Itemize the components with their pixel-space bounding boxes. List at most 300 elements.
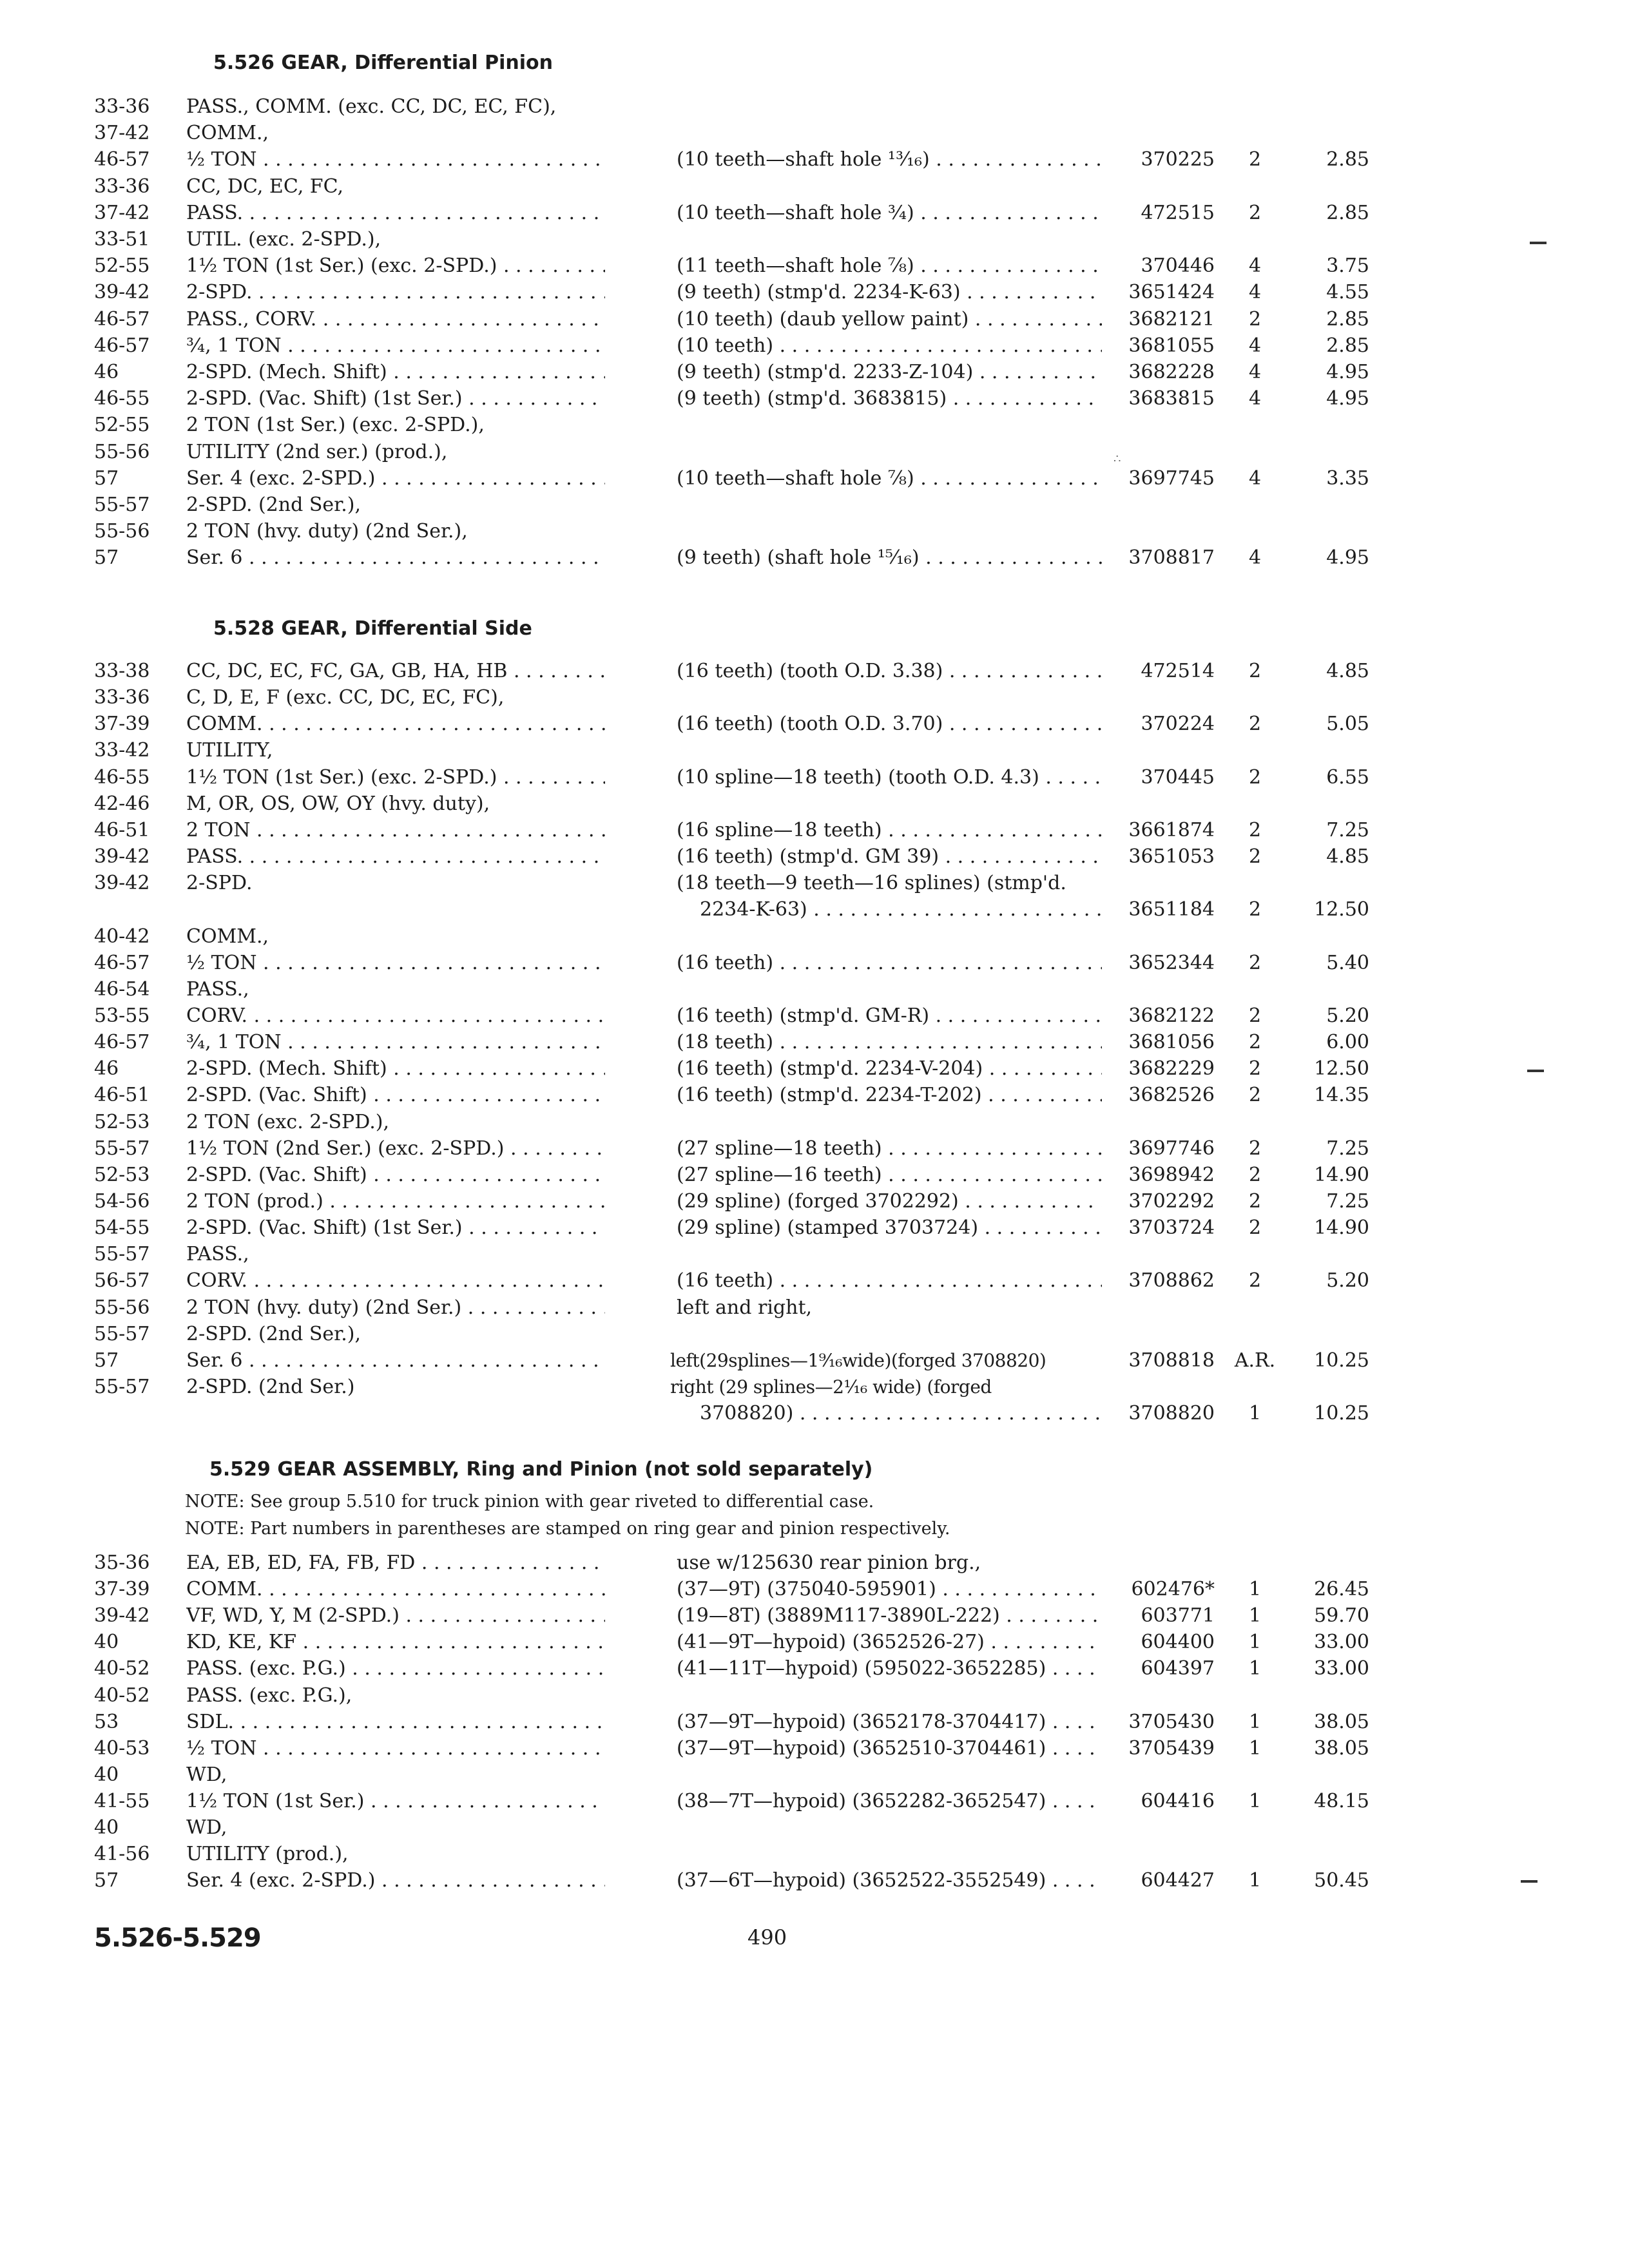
table-row <box>0 465 1629 492</box>
part-number: 3702292 <box>1128 1190 1215 1213</box>
part-number: 604397 <box>1141 1657 1215 1680</box>
quantity: 4 <box>1248 334 1262 357</box>
year-range: 33-38 <box>94 660 150 682</box>
table-row <box>0 146 1629 173</box>
model-description: 2-SPD. (2nd Ser.) <box>186 1376 355 1399</box>
quantity: 2 <box>1248 1031 1262 1054</box>
table-row <box>0 896 1629 923</box>
table-row <box>0 1135 1629 1162</box>
list-price: 7.25 <box>1326 818 1369 841</box>
quantity: 1 <box>1248 1631 1262 1654</box>
part-number: 3697746 <box>1128 1137 1215 1160</box>
part-number: 3682526 <box>1128 1084 1215 1107</box>
table-row <box>0 764 1629 791</box>
part-specification: (29 spline) (stamped 3703724) . . . <box>677 1215 1102 1241</box>
quantity: 2 <box>1248 845 1262 869</box>
model-description: 1½ TON (2nd Ser.) (exc. 2-SPD.) . . . <box>186 1135 605 1162</box>
table-row <box>0 385 1629 412</box>
model-description: PASS., <box>186 977 249 1001</box>
part-specification: 2234-K-63) . . . <box>700 896 1102 923</box>
table-row <box>0 359 1629 385</box>
quantity: A.R. <box>1234 1349 1276 1372</box>
part-number: 3661874 <box>1128 818 1215 841</box>
model-description: Ser. 6 . . . <box>186 1347 605 1374</box>
edge-mark <box>1521 1880 1537 1883</box>
part-specification: (38—7T—hypoid) (3652282-3652547) . . . <box>677 1788 1102 1814</box>
part-number: 604427 <box>1141 1869 1215 1892</box>
part-specification: (41—9T—hypoid) (3652526-27) . . . <box>677 1629 1102 1655</box>
table-row <box>0 1374 1629 1400</box>
year-range: 40 <box>94 1763 119 1786</box>
table-row <box>0 950 1629 976</box>
model-description: UTILITY (2nd ser.) (prod.), <box>186 440 448 463</box>
model-description: PASS. (exc. P.G.), <box>186 1684 352 1707</box>
list-price: 33.00 <box>1314 1657 1369 1680</box>
year-range: 41-56 <box>94 1843 150 1866</box>
model-description: PASS., <box>186 1243 249 1266</box>
year-range: 53 <box>94 1710 119 1733</box>
list-price: 6.00 <box>1326 1031 1369 1054</box>
table-row <box>0 1188 1629 1215</box>
year-range: 39-42 <box>94 872 150 895</box>
model-description: 2-SPD. (Mech. Shift) . . . <box>186 359 605 385</box>
year-range: 56-57 <box>94 1269 150 1293</box>
year-range: 37-39 <box>94 713 150 736</box>
part-number: 3708817 <box>1128 546 1215 570</box>
model-description: 1½ TON (1st Ser.) (exc. 2-SPD.) . . . <box>186 764 605 791</box>
quantity: 2 <box>1248 713 1262 736</box>
part-specification: 3708820) . . . <box>700 1400 1102 1427</box>
year-range: 55-56 <box>94 1296 150 1319</box>
part-number: 370446 <box>1141 255 1215 278</box>
quantity: 1 <box>1248 1736 1262 1760</box>
list-price: 3.75 <box>1326 255 1369 278</box>
quantity: 2 <box>1248 951 1262 974</box>
quantity: 2 <box>1248 148 1262 171</box>
list-price: 14.90 <box>1314 1216 1369 1240</box>
edge-mark <box>1527 1070 1544 1072</box>
model-description: PASS., COMM. (exc. CC, DC, EC, FC), <box>186 95 557 118</box>
quantity: 1 <box>1248 1657 1262 1680</box>
table-row <box>0 1867 1629 1894</box>
part-specification: (18 teeth) . . . <box>677 1029 1102 1055</box>
year-range: 57 <box>94 1869 119 1892</box>
model-description: 2-SPD. . . . <box>186 279 605 305</box>
model-description: ¾, 1 TON . . . <box>186 1029 605 1055</box>
year-range: 40-53 <box>94 1736 150 1760</box>
model-description: UTILITY (prod.), <box>186 1843 349 1866</box>
part-number: 3708820 <box>1128 1402 1215 1425</box>
model-description: 2-SPD. (Mech. Shift) . . . <box>186 1055 605 1082</box>
table-row <box>0 870 1629 896</box>
year-range: 46 <box>94 1057 119 1081</box>
table-row <box>0 1735 1629 1762</box>
table-row <box>0 253 1629 279</box>
list-price: 5.05 <box>1326 713 1369 736</box>
part-number: 3652344 <box>1128 951 1215 974</box>
table-row <box>0 737 1629 764</box>
part-specification: left and right, <box>677 1296 813 1319</box>
part-number: 602476* <box>1131 1578 1215 1601</box>
part-specification: (27 spline—18 teeth) . . . <box>677 1135 1102 1162</box>
part-specification: left(29splines—1⁹⁄₁₆wide)(forged 3708820) <box>670 1349 1046 1371</box>
part-number: 3681055 <box>1128 334 1215 357</box>
quantity: 4 <box>1248 361 1262 383</box>
note-truck-pinion: NOTE: See group 5.510 for truck pinion with gear riveted to differential case. <box>185 1492 874 1512</box>
list-price: 10.25 <box>1314 1349 1369 1372</box>
model-description: CORV. . . . <box>186 1267 605 1294</box>
year-range: 57 <box>94 466 119 490</box>
table-row <box>0 1682 1629 1709</box>
model-description: 1½ TON (1st Ser.) . . . <box>186 1788 605 1814</box>
part-specification: (16 teeth) . . . <box>677 1267 1102 1294</box>
part-number: 3708818 <box>1128 1349 1215 1372</box>
year-range: 40-42 <box>94 925 150 948</box>
part-number: 604400 <box>1141 1631 1215 1654</box>
table-row <box>0 518 1629 544</box>
section-title-5-526: 5.526 GEAR, Differential Pinion <box>213 52 553 74</box>
part-specification: (41—11T—hypoid) (595022-3652285) . . . <box>677 1655 1102 1682</box>
model-description: COMM. . . . <box>186 1576 605 1602</box>
model-description: 2 TON (exc. 2-SPD.), <box>186 1110 389 1133</box>
table-row <box>0 1241 1629 1267</box>
model-description: COMM. . . . <box>186 711 605 737</box>
model-description: CC, DC, EC, FC, GA, GB, HA, HB . . . <box>186 658 605 684</box>
table-row <box>0 332 1629 359</box>
part-specification: (10 spline—18 teeth) (tooth O.D. 4.3) . . . <box>677 764 1102 791</box>
list-price: 12.50 <box>1314 1057 1369 1081</box>
part-specification: (10 teeth—shaft hole ⅞) . . . <box>677 465 1102 492</box>
part-number: 370225 <box>1141 148 1215 171</box>
year-range: 33-36 <box>94 175 150 198</box>
model-description: PASS., CORV. . . . <box>186 306 605 332</box>
year-range: 40 <box>94 1816 119 1839</box>
part-specification: (19—8T) (3889M117-3890L-222) . . . <box>677 1602 1102 1629</box>
part-number: 3682229 <box>1128 1057 1215 1081</box>
part-number: 3681056 <box>1128 1031 1215 1054</box>
model-description: Ser. 4 (exc. 2-SPD.) . . . <box>186 1867 605 1894</box>
table-row <box>0 1602 1629 1629</box>
quantity: 1 <box>1248 1402 1262 1425</box>
list-price: 38.05 <box>1314 1710 1369 1733</box>
table-row <box>0 1029 1629 1055</box>
model-description: KD, KE, KF . . . <box>186 1629 605 1655</box>
model-description: EA, EB, ED, FA, FB, FD . . . <box>186 1550 605 1576</box>
part-specification: (10 teeth) . . . <box>677 332 1102 359</box>
list-price: 26.45 <box>1314 1578 1369 1601</box>
page-footer-code: 5.526-5.529 <box>94 1923 261 1953</box>
model-description: PASS. (exc. P.G.) . . . <box>186 1655 605 1682</box>
list-price: 3.35 <box>1326 466 1369 490</box>
list-price: 2.85 <box>1326 201 1369 224</box>
quantity: 2 <box>1248 1084 1262 1107</box>
table-row <box>0 306 1629 332</box>
table-row <box>0 684 1629 711</box>
table-row <box>0 817 1629 843</box>
list-price: 12.50 <box>1314 898 1369 921</box>
model-description: PASS. . . . <box>186 843 605 870</box>
table-row <box>0 1215 1629 1241</box>
part-number: 3682121 <box>1128 307 1215 331</box>
year-range: 40-52 <box>94 1657 150 1680</box>
model-description: WD, <box>186 1763 227 1786</box>
year-range: 52-55 <box>94 414 150 437</box>
model-description: 2-SPD. (2nd Ser.), <box>186 1322 361 1345</box>
quantity: 2 <box>1248 307 1262 331</box>
table-row <box>0 976 1629 1003</box>
part-specification: (16 teeth) (stmp'd. 2234-V-204) . . . <box>677 1055 1102 1082</box>
part-specification: (9 teeth) (shaft hole ¹⁵⁄₁₆) . . . <box>677 544 1102 571</box>
model-description: Ser. 6 . . . <box>186 544 605 571</box>
table-row <box>0 711 1629 737</box>
table-row <box>0 1762 1629 1788</box>
table-row <box>0 1629 1629 1655</box>
table-row <box>0 439 1629 465</box>
table-row <box>0 1294 1629 1321</box>
year-range: 46-57 <box>94 307 150 331</box>
year-range: 46 <box>94 361 119 383</box>
part-specification: (9 teeth) (stmp'd. 2233-Z-104) . . . <box>677 359 1102 385</box>
list-price: 4.85 <box>1326 845 1369 869</box>
part-number: 3683815 <box>1128 387 1215 410</box>
year-range: 52-53 <box>94 1110 150 1133</box>
table-row <box>0 93 1629 120</box>
year-range: 40 <box>94 1631 119 1654</box>
year-range: 55-57 <box>94 1137 150 1160</box>
part-number: 3651184 <box>1128 898 1215 921</box>
quantity: 2 <box>1248 765 1262 789</box>
part-specification: (16 teeth) (tooth O.D. 3.70) . . . <box>677 711 1102 737</box>
year-range: 39-42 <box>94 845 150 869</box>
model-description: ¾, 1 TON . . . <box>186 332 605 359</box>
table-row <box>0 1841 1629 1867</box>
model-description: 1½ TON (1st Ser.) (exc. 2-SPD.) . . . <box>186 253 605 279</box>
part-number: 3651053 <box>1128 845 1215 869</box>
table-row <box>0 1347 1629 1374</box>
quantity: 2 <box>1248 1057 1262 1081</box>
list-price: 14.90 <box>1314 1163 1369 1186</box>
list-price: 4.95 <box>1326 361 1369 383</box>
model-description: 2 TON . . . <box>186 817 605 843</box>
table-row <box>0 1576 1629 1602</box>
model-description: 2 TON (1st Ser.) (exc. 2-SPD.), <box>186 414 485 437</box>
year-range: 39-42 <box>94 1604 150 1628</box>
model-description: 2-SPD. (2nd Ser.), <box>186 494 361 516</box>
list-price: 48.15 <box>1314 1789 1369 1812</box>
table-row <box>0 1550 1629 1576</box>
list-price: 59.70 <box>1314 1604 1369 1628</box>
year-range: 37-42 <box>94 122 150 145</box>
list-price: 6.55 <box>1326 765 1369 789</box>
year-range: 40-52 <box>94 1684 150 1707</box>
year-range: 46-57 <box>94 1031 150 1054</box>
year-range: 46-51 <box>94 818 150 841</box>
quantity: 1 <box>1248 1789 1262 1812</box>
model-description: 2-SPD. (Vac. Shift) (1st Ser.) . . . <box>186 1215 605 1241</box>
table-row <box>0 1321 1629 1347</box>
year-range: 55-57 <box>94 494 150 516</box>
list-price: 2.85 <box>1326 334 1369 357</box>
model-description: 2 TON (hvy. duty) (2nd Ser.) . . . <box>186 1294 605 1321</box>
model-description: COMM., <box>186 122 269 145</box>
table-row <box>0 658 1629 684</box>
part-specification: use w/125630 rear pinion brg., <box>677 1552 981 1574</box>
model-description: SDL. . . . <box>186 1709 605 1735</box>
table-row <box>0 1655 1629 1682</box>
part-specification: (37—9T—hypoid) (3652510-3704461) . . . <box>677 1735 1102 1762</box>
edge-mark <box>1530 242 1547 244</box>
scan-speck: ∴ <box>1113 452 1121 466</box>
year-range: 52-55 <box>94 255 150 278</box>
table-row <box>0 923 1629 950</box>
part-specification: (16 teeth) (stmp'd. GM 39) . . . <box>677 843 1102 870</box>
quantity: 2 <box>1248 1216 1262 1240</box>
year-range: 46-51 <box>94 1084 150 1107</box>
part-number: 3698942 <box>1128 1163 1215 1186</box>
year-range: 35-36 <box>94 1552 150 1574</box>
table-row <box>0 1003 1629 1029</box>
model-description: WD, <box>186 1816 227 1839</box>
part-specification: (9 teeth) (stmp'd. 3683815) . . . <box>677 385 1102 412</box>
list-price: 2.85 <box>1326 307 1369 331</box>
quantity: 4 <box>1248 255 1262 278</box>
quantity: 4 <box>1248 466 1262 490</box>
list-price: 50.45 <box>1314 1869 1369 1892</box>
table-row <box>0 200 1629 226</box>
quantity: 2 <box>1248 1137 1262 1160</box>
table-row <box>0 120 1629 146</box>
year-range: 53-55 <box>94 1004 150 1027</box>
model-description: M, OR, OS, OW, OY (hvy. duty), <box>186 792 490 815</box>
part-specification: (16 teeth) (tooth O.D. 3.38) . . . <box>677 658 1102 684</box>
year-range: 37-39 <box>94 1578 150 1601</box>
year-range: 46-55 <box>94 387 150 410</box>
year-range: 55-57 <box>94 1376 150 1399</box>
part-specification: (11 teeth—shaft hole ⅞) . . . <box>677 253 1102 279</box>
quantity: 4 <box>1248 281 1262 304</box>
part-specification: (37—9T—hypoid) (3652178-3704417) . . . <box>677 1709 1102 1735</box>
model-description: C, D, E, F (exc. CC, DC, EC, FC), <box>186 686 505 709</box>
model-description: 2-SPD. (Vac. Shift) . . . <box>186 1082 605 1108</box>
part-number: 3705430 <box>1128 1710 1215 1733</box>
model-description: VF, WD, Y, M (2-SPD.) . . . <box>186 1602 605 1629</box>
year-range: 46-57 <box>94 148 150 171</box>
list-price: 38.05 <box>1314 1736 1369 1760</box>
table-row <box>0 544 1629 571</box>
list-price: 4.95 <box>1326 546 1369 570</box>
year-range: 55-56 <box>94 440 150 463</box>
part-specification: (18 teeth—9 teeth—16 splines) (stmp'd. <box>677 872 1066 895</box>
table-row <box>0 843 1629 870</box>
model-description: UTIL. (exc. 2-SPD.), <box>186 228 381 251</box>
part-number: 3705439 <box>1128 1736 1215 1760</box>
quantity: 2 <box>1248 1190 1262 1213</box>
year-range: 57 <box>94 1349 119 1372</box>
list-price: 14.35 <box>1314 1084 1369 1107</box>
part-number: 3703724 <box>1128 1216 1215 1240</box>
list-price: 33.00 <box>1314 1631 1369 1654</box>
quantity: 2 <box>1248 898 1262 921</box>
model-description: 2 TON (prod.) . . . <box>186 1188 605 1215</box>
year-range: 54-55 <box>94 1216 150 1240</box>
part-number: 3682122 <box>1128 1004 1215 1027</box>
section-title-5-529: 5.529 GEAR ASSEMBLY, Ring and Pinion (not sold separately) <box>209 1458 873 1481</box>
quantity: 4 <box>1248 387 1262 410</box>
model-description: Ser. 4 (exc. 2-SPD.) . . . <box>186 465 605 492</box>
part-number: 3682228 <box>1128 361 1215 383</box>
quantity: 2 <box>1248 818 1262 841</box>
quantity: 2 <box>1248 660 1262 682</box>
model-description: PASS. . . . <box>186 200 605 226</box>
part-number: 472515 <box>1141 201 1215 224</box>
table-row <box>0 412 1629 438</box>
year-range: 55-57 <box>94 1322 150 1345</box>
table-row <box>0 279 1629 305</box>
part-number: 3651424 <box>1128 281 1215 304</box>
table-row <box>0 1814 1629 1841</box>
year-range: 55-57 <box>94 1243 150 1266</box>
quantity: 2 <box>1248 1004 1262 1027</box>
model-description: 2-SPD. (Vac. Shift) . . . <box>186 1162 605 1188</box>
quantity: 2 <box>1248 1269 1262 1293</box>
model-description: CC, DC, EC, FC, <box>186 175 344 198</box>
part-number: 472514 <box>1141 660 1215 682</box>
list-price: 2.85 <box>1326 148 1369 171</box>
year-range: 33-36 <box>94 686 150 709</box>
part-specification: (16 teeth) (stmp'd. GM-R) . . . <box>677 1003 1102 1029</box>
model-description: 2-SPD. <box>186 872 253 895</box>
part-specification: right (29 splines—2¹⁄₁₆ wide) (forged <box>670 1376 992 1398</box>
year-range: 54-56 <box>94 1190 150 1213</box>
year-range: 42-46 <box>94 792 150 815</box>
list-price: 10.25 <box>1314 1402 1369 1425</box>
table-row <box>0 492 1629 518</box>
table-row <box>0 1709 1629 1735</box>
model-description: ½ TON . . . <box>186 1735 605 1762</box>
list-price: 4.85 <box>1326 660 1369 682</box>
quantity: 1 <box>1248 1604 1262 1628</box>
part-specification: (10 teeth) (daub yellow paint) . . . <box>677 306 1102 332</box>
year-range: 46-57 <box>94 951 150 974</box>
year-range: 41-55 <box>94 1789 150 1812</box>
table-row <box>0 1267 1629 1294</box>
part-specification: (9 teeth) (stmp'd. 2234-K-63) . . . <box>677 279 1102 305</box>
list-price: 5.40 <box>1326 951 1369 974</box>
year-range: 46-55 <box>94 765 150 789</box>
table-row <box>0 1788 1629 1814</box>
list-price: 4.95 <box>1326 387 1369 410</box>
part-specification: (27 spline—16 teeth) . . . <box>677 1162 1102 1188</box>
part-number: 603771 <box>1141 1604 1215 1628</box>
part-number: 604416 <box>1141 1789 1215 1812</box>
list-price: 7.25 <box>1326 1137 1369 1160</box>
part-specification: (10 teeth—shaft hole ¹³⁄₁₆) . . . <box>677 146 1102 173</box>
model-description: 2-SPD. (Vac. Shift) (1st Ser.) . . . <box>186 385 605 412</box>
list-price: 7.25 <box>1326 1190 1369 1213</box>
part-specification: (16 teeth) (stmp'd. 2234-T-202) . . . <box>677 1082 1102 1108</box>
quantity: 2 <box>1248 1163 1262 1186</box>
year-range: 39-42 <box>94 281 150 304</box>
part-number: 3708862 <box>1128 1269 1215 1293</box>
quantity: 1 <box>1248 1578 1262 1601</box>
year-range: 55-56 <box>94 520 150 543</box>
year-range: 52-53 <box>94 1163 150 1186</box>
year-range: 46-54 <box>94 977 150 1001</box>
table-row <box>0 791 1629 817</box>
part-specification: (37—9T) (375040-595901) . . . <box>677 1576 1102 1602</box>
model-description: CORV. . . . <box>186 1003 605 1029</box>
table-row <box>0 1082 1629 1108</box>
